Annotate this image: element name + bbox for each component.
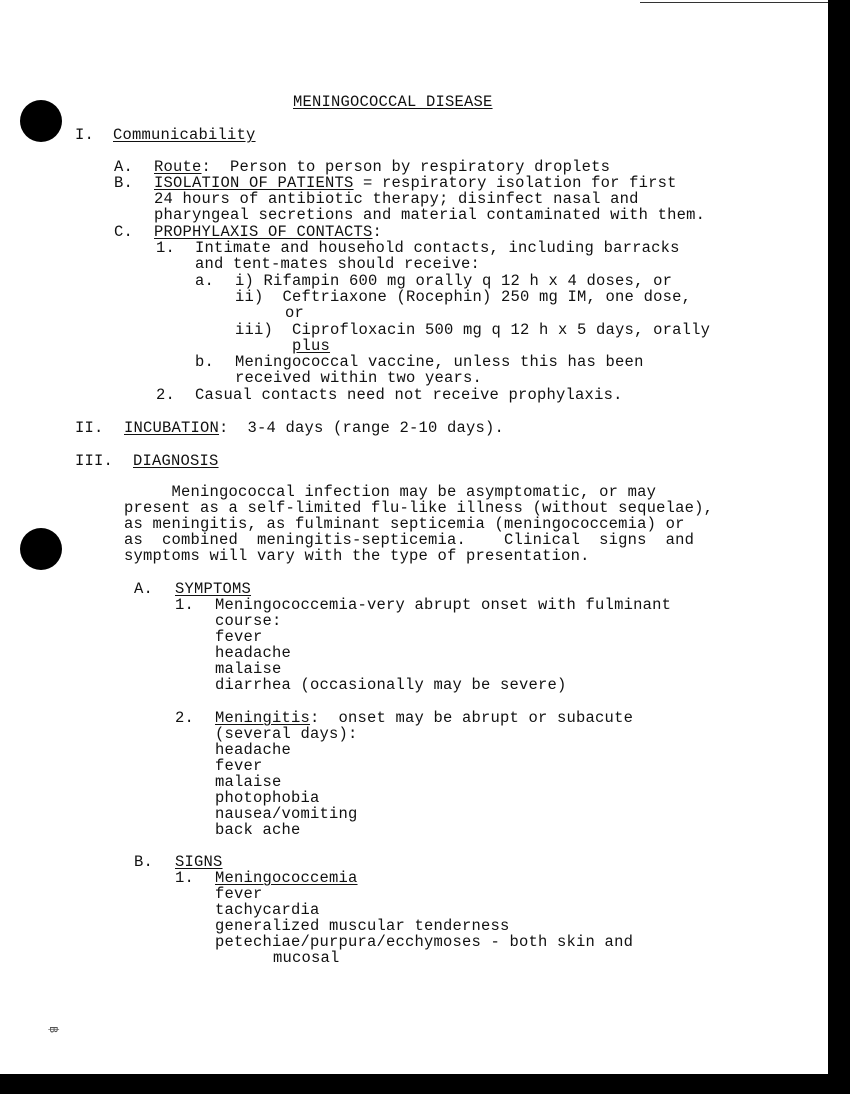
prophylaxis-line [154, 224, 382, 240]
meningitis-symptom-fever: fever [215, 757, 263, 775]
meningitis-text: : onset may be abrupt or subacute [310, 709, 634, 727]
meningococcemia-onset-line-1: Meningococcemia-very abrupt onset with fulminant [215, 596, 672, 614]
scan-edge-top [640, 2, 830, 3]
route-line [154, 159, 610, 175]
meningitis-symptom-photophobia: photophobia [215, 789, 320, 807]
symptoms-item-2-number: 2. [175, 709, 195, 727]
regimen-b-letter: b. [195, 353, 215, 371]
punch-hole-top [20, 100, 62, 142]
symptoms-item-1-number: 1. [175, 596, 195, 614]
diagnosis-para-line-2: present as a self-limited flu-like illness (without sequelae), [124, 499, 714, 517]
scan-edge-right [828, 0, 850, 1094]
prophylaxis-label: PROPHYLAXIS OF CONTACTS [154, 223, 373, 241]
section-1-heading: Communicability [113, 126, 256, 144]
signs-meningococcemia-label: Meningococcemia [215, 869, 358, 887]
sign-fever: fever [215, 885, 263, 903]
page-title: MENINGOCOCCAL DISEASE [293, 93, 493, 111]
symptoms-heading: SYMPTOMS [175, 580, 252, 598]
scan-edge-bottom [0, 1074, 850, 1094]
vaccine-line-1: Meningococcal vaccine, unless this has been [235, 353, 644, 371]
route-text: : Person to person by respiratory droplets [201, 158, 611, 176]
section-1-number: I. [75, 126, 95, 144]
symptom-diarrhea: diarrhea (occasionally may be severe) [215, 676, 567, 694]
sign-tachycardia: tachycardia [215, 901, 320, 919]
regimen-or: or [285, 304, 305, 322]
symptoms-letter: A. [134, 580, 154, 598]
diagnosis-para-line-3: as meningitis, as fulminant septicemia (meningococcemia) or [124, 515, 685, 533]
regimen-rifampin: i) Rifampin 600 mg orally q 12 h x 4 doses, or [235, 272, 673, 290]
contacts-item-1-line-2: and tent-mates should receive: [195, 255, 481, 273]
regimen-plus: plus [292, 337, 331, 355]
meningococcemia-onset-line-2: course: [215, 612, 282, 630]
item-a-letter: A. [114, 158, 134, 176]
isolation-line [154, 175, 677, 191]
regimen-ceftriaxone: ii) Ceftriaxone (Rocephin) 250 mg IM, one dose, [235, 288, 692, 306]
item-b-letter: B. [114, 174, 134, 192]
meningitis-symptom-backache: back ache [215, 821, 301, 839]
item-c-letter: C. [114, 223, 134, 241]
contacts-item-1-line-1: Intimate and household contacts, including barracks [195, 239, 680, 257]
casual-contacts-text: Casual contacts need not receive prophylaxis. [195, 386, 623, 404]
symptom-fever: fever [215, 628, 263, 646]
vaccine-line-2: received within two years. [235, 369, 483, 387]
meningitis-symptom-headache: headache [215, 741, 292, 759]
signs-item-1-number: 1. [175, 869, 195, 887]
incubation-text: : 3-4 days (range 2-10 days). [219, 419, 505, 437]
punch-hole-middle [20, 528, 62, 570]
diagnosis-heading: DIAGNOSIS [133, 452, 219, 470]
meningitis-symptom-malaise: malaise [215, 773, 282, 791]
sign-muscular-tenderness: generalized muscular tenderness [215, 917, 510, 935]
symptom-headache: headache [215, 644, 292, 662]
contacts-item-1-number: 1. [156, 239, 176, 257]
diagnosis-para-line-1: Meningococcal infection may be asymptomatic, or may [124, 483, 657, 501]
diagnosis-para-line-4: as combined meningitis-septicemia. Clinical signs and [124, 531, 695, 549]
meningitis-line [215, 710, 633, 726]
symptom-malaise: malaise [215, 660, 282, 678]
sign-petechiae-cont: mucosal [273, 949, 340, 967]
diagnosis-para-line-5: symptoms will vary with the type of presentation. [124, 547, 590, 565]
sign-petechiae: petechiae/purpura/ecchymoses - both skin and [215, 933, 634, 951]
isolation-label: ISOLATION OF PATIENTS [154, 174, 354, 192]
meningitis-cont: (several days): [215, 725, 358, 743]
section-2-number: II. [75, 419, 104, 437]
scan-artifact-mark: ฿ [46, 1025, 61, 1034]
signs-heading: SIGNS [175, 853, 223, 871]
isolation-text: = respiratory isolation for first [353, 174, 677, 192]
meningitis-symptom-nausea: nausea/vomiting [215, 805, 358, 823]
isolation-cont-1: 24 hours of antibiotic therapy; disinfect nasal and [154, 190, 639, 208]
incubation-line [124, 420, 504, 436]
route-label: Route [154, 158, 202, 176]
isolation-cont-2: pharyngeal secretions and material contaminated with them. [154, 206, 706, 224]
meningitis-label: Meningitis [215, 709, 311, 727]
section-3-number: III. [75, 452, 114, 470]
regimen-ciprofloxacin: iii) Ciprofloxacin 500 mg q 12 h x 5 days, orally [235, 321, 711, 339]
incubation-label: INCUBATION [124, 419, 220, 437]
contacts-item-2-number: 2. [156, 386, 176, 404]
prophylaxis-colon: : [372, 223, 383, 241]
signs-letter: B. [134, 853, 154, 871]
regimen-a-letter: a. [195, 272, 215, 290]
